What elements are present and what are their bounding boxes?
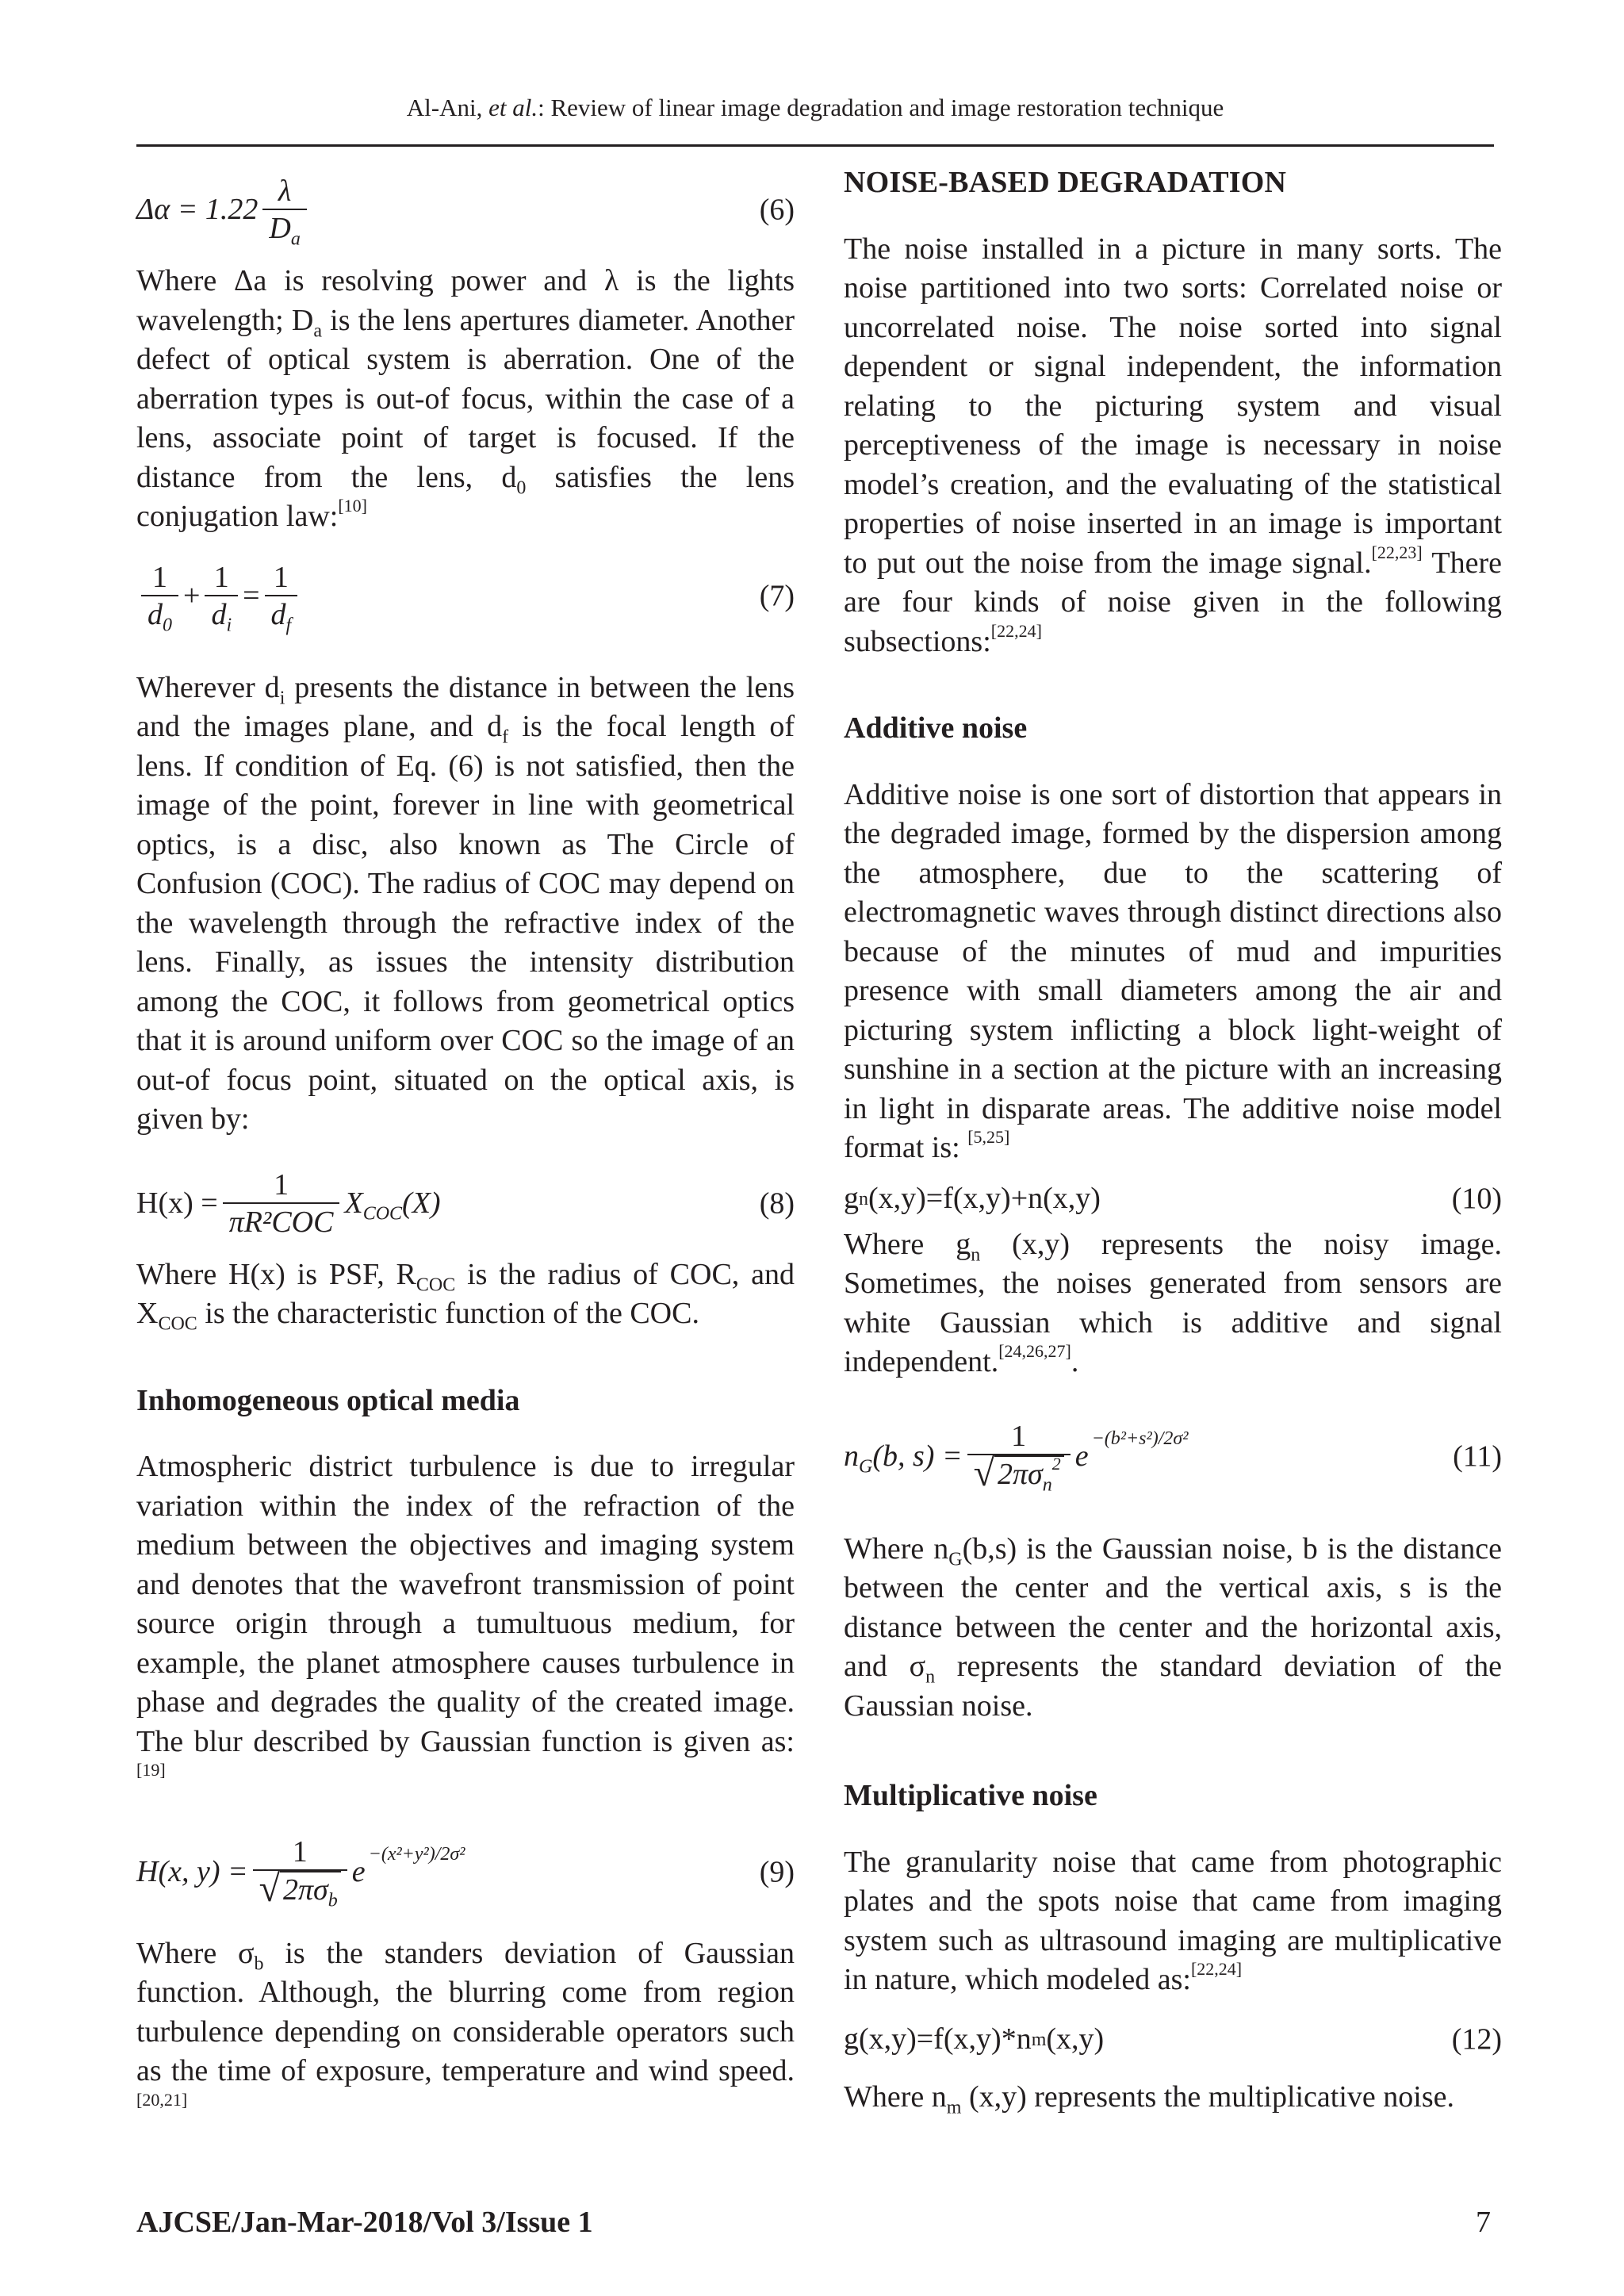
eq11-lhs xyxy=(844,1437,963,1477)
eq11-n-sub: G xyxy=(859,1456,873,1478)
right-paragraph-5 xyxy=(844,1843,1502,2000)
left-column xyxy=(136,159,795,2130)
equation-9 xyxy=(136,1817,795,1928)
eq9-den-text: 2πσ xyxy=(282,1873,328,1907)
right-column xyxy=(844,159,1502,2117)
lp4-text: Atmospheric district turbulence is due to irregular variation within the index of the refraction of the medium between the objectives and imaging system and denotes that the wavefront transmission of point source origin through a tumultuous medium, for example, the planet atmosphere causes turbulence in phase and degrades the quality of the created image. The blur described by Gaussian function is given as: xyxy=(136,1450,795,1758)
eq6-den-d: D xyxy=(269,212,291,245)
eq7-one-b: 1 xyxy=(213,560,229,594)
eq11-fraction xyxy=(967,1419,1071,1494)
lp2-c: is the focal length of lens. If condition of Eq. (6) is not satisfied, then the image of the point, forever in line with geometrical optics, is a disc, also known as The Circle of Confusion (COC). The radius of COC may depend on the wavelength through the refractive index of the lens. Finally, as issues the intensity distribution among the COC, it follows from geometrical optics that it is around uniform over COC so the image of an out-of focus point, situated on the optical axis, is given by: xyxy=(136,710,795,1136)
lp2-a: Wherever d xyxy=(136,670,280,704)
eq8-rhs-x: X xyxy=(344,1186,363,1220)
rp4-sub2: n xyxy=(925,1666,936,1688)
left-paragraph-3 xyxy=(136,1255,795,1334)
eq11-under xyxy=(994,1454,1064,1496)
rp3-c: . xyxy=(1071,1345,1079,1378)
rp6-b: (x,y) represents the multiplicative noise. xyxy=(961,2079,1454,2114)
eq6-den-sub: a xyxy=(290,228,301,250)
eq8-number: (8) xyxy=(759,1186,795,1220)
eq7-df-d: d xyxy=(270,597,286,631)
lp1-ref: [10] xyxy=(338,496,367,516)
lp3-b: is the radius of COC, and X xyxy=(136,1257,795,1330)
eq7-d0-d: d xyxy=(147,597,163,631)
running-head-title: : Review of linear image degradation and image restoration technique xyxy=(538,94,1224,121)
eq11-exponent: −(b²+s²)/2σ² xyxy=(1091,1428,1189,1449)
rp1-text: The noise installed in a picture in many sorts. The noise partitioned into two sorts: Correlated noise or uncorrelated noise. The noise sorted into signal dependent or signal independent, the information relating to the picturing system and visual perceptiveness of the image is necessary in noise model’s creation, and the evaluating of the statistical properties of noise inserted in an image is important to put out the noise from the image signal. xyxy=(844,232,1502,580)
eq10-b: (x,y)=f(x,y)+n(x,y) xyxy=(868,1181,1101,1215)
rp3-a: Where g xyxy=(844,1227,971,1261)
eq9-exponent: −(x²+y²)/2σ² xyxy=(368,1843,465,1865)
left-paragraph-1 xyxy=(136,262,795,537)
eq11-sqrt xyxy=(973,1452,1064,1496)
running-head xyxy=(136,94,1494,122)
eq7-frac-2 xyxy=(205,560,238,636)
eq12-b: (x,y) xyxy=(1046,2022,1105,2056)
rp4-b: (b,s) is the Gaussian noise, b is the distance between the center and the vertical axis, s is the distance between the center and the horizontal axis, and σ xyxy=(844,1531,1502,1683)
rp3-b: (x,y) represents the noisy image. Sometimes, the noises generated from sensors are white Gaussian which is additive and signal independent. xyxy=(844,1227,1502,1378)
right-paragraph-4 xyxy=(844,1530,1502,1727)
eq11-number: (11) xyxy=(1453,1439,1502,1473)
footer-journal: AJCSE/Jan-Mar-2018/Vol 3/Issue 1 xyxy=(136,2206,593,2239)
eq7-equals: = xyxy=(243,578,260,612)
eq8-rhs xyxy=(344,1184,440,1224)
eq11-den-sub: n xyxy=(1042,1474,1052,1496)
eq12-a: g(x,y)=f(x,y)*n xyxy=(844,2022,1032,2056)
rp4-sub: G xyxy=(948,1549,963,1570)
lp1-c: satisfies the lens conjugation law: xyxy=(136,460,795,533)
running-head-etal: et al. xyxy=(488,94,538,121)
lp2-sub2: f xyxy=(502,726,509,748)
rp5-ref: [22,24] xyxy=(1190,1959,1243,1980)
eq7-df xyxy=(265,595,298,636)
rp6-sub: m xyxy=(946,2097,962,2118)
rp1-b: There are four kinds of noise given in the following subsections: xyxy=(844,546,1503,658)
eq9-under xyxy=(280,1871,341,1911)
eq9-lhs: H(x, y) = xyxy=(136,1854,248,1888)
rp2-text: Additive noise is one sort of distortion that appears in the degraded image, formed by the dispersion among the atmosphere, due to the scattering of electromagnetic waves through distinct directions also because of the minutes of mud and impurities presence with small diameters among the air and picturing system inflicting a block light-weight of sunshine in a section at the picture with an increasing in light in disparate areas. The additive noise model format is: xyxy=(844,777,1502,1164)
eq7-d0 xyxy=(141,595,178,636)
right-paragraph-2 xyxy=(844,776,1502,1168)
equation-11 xyxy=(844,1401,1502,1512)
eq7-one-a: 1 xyxy=(152,560,167,594)
lp5-sub: b xyxy=(254,1953,264,1975)
eq8-lhs: H(x) = xyxy=(136,1186,218,1220)
rp1-ref2: [22,24] xyxy=(990,620,1042,641)
eq9-number: (9) xyxy=(759,1854,795,1888)
heading-multiplicative: Multiplicative noise xyxy=(844,1779,1097,1812)
eq7-di xyxy=(205,595,238,636)
eq6-numerator: λ xyxy=(278,174,292,208)
eq11-denominator xyxy=(967,1454,1071,1494)
heading-additive: Additive noise xyxy=(844,711,1028,745)
lp4-ref: [19] xyxy=(136,1760,166,1780)
left-paragraph-4 xyxy=(136,1447,795,1801)
eq6-fraction xyxy=(262,174,306,250)
eq9-sqrt xyxy=(259,1868,341,1911)
eq7-di-d: d xyxy=(211,597,227,631)
lp1-a: Where Δa is resolving power and λ is the lights wavelength; D xyxy=(136,264,795,337)
heading-inhomogeneous: Inhomogeneous optical media xyxy=(136,1383,520,1417)
eq9-denominator xyxy=(253,1869,347,1910)
eq7-plus: + xyxy=(183,578,201,612)
running-head-author: Al-Ani, xyxy=(406,94,489,121)
rp1-ref: [22,23] xyxy=(1371,542,1423,562)
eq8-rhs-arg: (X) xyxy=(402,1186,441,1220)
equation-12: g(x,y)=f(x,y)*n m (x,y) (12) xyxy=(844,2010,1502,2070)
eq10-number: (10) xyxy=(1451,1181,1502,1215)
eq9-numerator: 1 xyxy=(292,1835,308,1869)
eq7-di-sub: i xyxy=(226,615,232,636)
rp6-a: Where n xyxy=(844,2079,947,2114)
eq12-number: (12) xyxy=(1451,2022,1502,2056)
equation-7 xyxy=(136,545,795,648)
eq8-rhs-sub: COC xyxy=(362,1203,403,1225)
eq11-n: n xyxy=(844,1439,859,1473)
lp3-a: Where H(x) is PSF, R xyxy=(136,1257,416,1291)
eq11-numerator: 1 xyxy=(1011,1420,1027,1453)
sqrt-icon: √ xyxy=(259,1868,280,1910)
section-title-noise: NOISE-BASED DEGRADATION xyxy=(844,166,1287,199)
lp2-b: presents the distance in between the lens and the images plane, and d xyxy=(136,670,795,743)
rp5-text: The granularity noise that came from photographic plates and the spots noise that came from imaging system such as ultrasound imaging are multiplicative in nature, which modeled as: xyxy=(844,1845,1502,1996)
sqrt-icon: √ xyxy=(973,1452,994,1494)
lp2-sub1: i xyxy=(279,688,285,709)
lp1-sub2: 0 xyxy=(516,477,527,499)
equation-6 xyxy=(136,159,795,262)
right-paragraph-3 xyxy=(844,1225,1502,1382)
lp5-a: Where σ xyxy=(136,1936,255,1970)
equation-8 xyxy=(136,1152,795,1255)
eq11-e: e xyxy=(1074,1439,1089,1473)
right-paragraph-1 xyxy=(844,230,1502,662)
eq7-frac-1 xyxy=(141,560,178,636)
lp5-ref: [20,21] xyxy=(136,2089,188,2110)
rp4-c: represents the standard deviation of the Gaussian noise. xyxy=(844,1650,1502,1723)
eq8-fraction xyxy=(223,1167,340,1240)
lp3-sub1: COC xyxy=(416,1274,456,1296)
eq11-den-sup: 2 xyxy=(1051,1454,1061,1474)
equation-10: g n (x,y)=f(x,y)+n(x,y) (10) xyxy=(844,1173,1502,1225)
lp1-b: is the lens apertures diameter. Another defect of optical system is aberration. One of the aberration types is out-of focus, within the case of a lens, associate point of target is focused. If the distance from the lens, d xyxy=(136,303,795,494)
eq9-den-sub: b xyxy=(327,1890,338,1911)
lp3-c: is the characteristic function of the COC. xyxy=(197,1297,699,1330)
rp3-ref: [24,26,27] xyxy=(998,1341,1071,1362)
eq7-df-sub: f xyxy=(285,615,292,636)
left-paragraph-2 xyxy=(136,669,795,1140)
eq6-number: (6) xyxy=(759,193,795,227)
eq8-denominator: πR²COC xyxy=(223,1202,340,1240)
eq6-denominator xyxy=(262,209,306,250)
rp3-sub: n xyxy=(971,1244,981,1266)
eq11-den-text: 2πσ xyxy=(997,1458,1043,1491)
eq7-number: (7) xyxy=(759,578,795,612)
lp3-sub2: COC xyxy=(158,1313,197,1335)
eq11-arg: (b, s) = xyxy=(872,1439,963,1473)
left-paragraph-5 xyxy=(136,1934,795,2131)
right-paragraph-6 xyxy=(844,2078,1502,2118)
eq7-frac-3 xyxy=(265,560,298,636)
lp5-b: is the standers deviation of Gaussian function. Although, the blurring come from region turbulence depending on considerable operators such as the time of exposure, temperature and wind speed. xyxy=(136,1936,795,2087)
eq6-lhs: Δα = 1.22 xyxy=(136,193,259,227)
eq7-d0-sub: 0 xyxy=(163,615,172,636)
rp4-a: Where n xyxy=(844,1531,949,1566)
footer-page-number: 7 xyxy=(1476,2206,1491,2239)
eq10-a: g xyxy=(844,1181,859,1215)
eq9-e: e xyxy=(351,1854,366,1888)
eq8-numerator: 1 xyxy=(274,1167,289,1202)
rp2-ref: [5,25] xyxy=(967,1127,1010,1148)
header-rule xyxy=(136,144,1494,147)
eq7-one-c: 1 xyxy=(273,560,289,594)
lp1-sub: a xyxy=(313,320,322,342)
eq9-fraction xyxy=(253,1834,347,1910)
